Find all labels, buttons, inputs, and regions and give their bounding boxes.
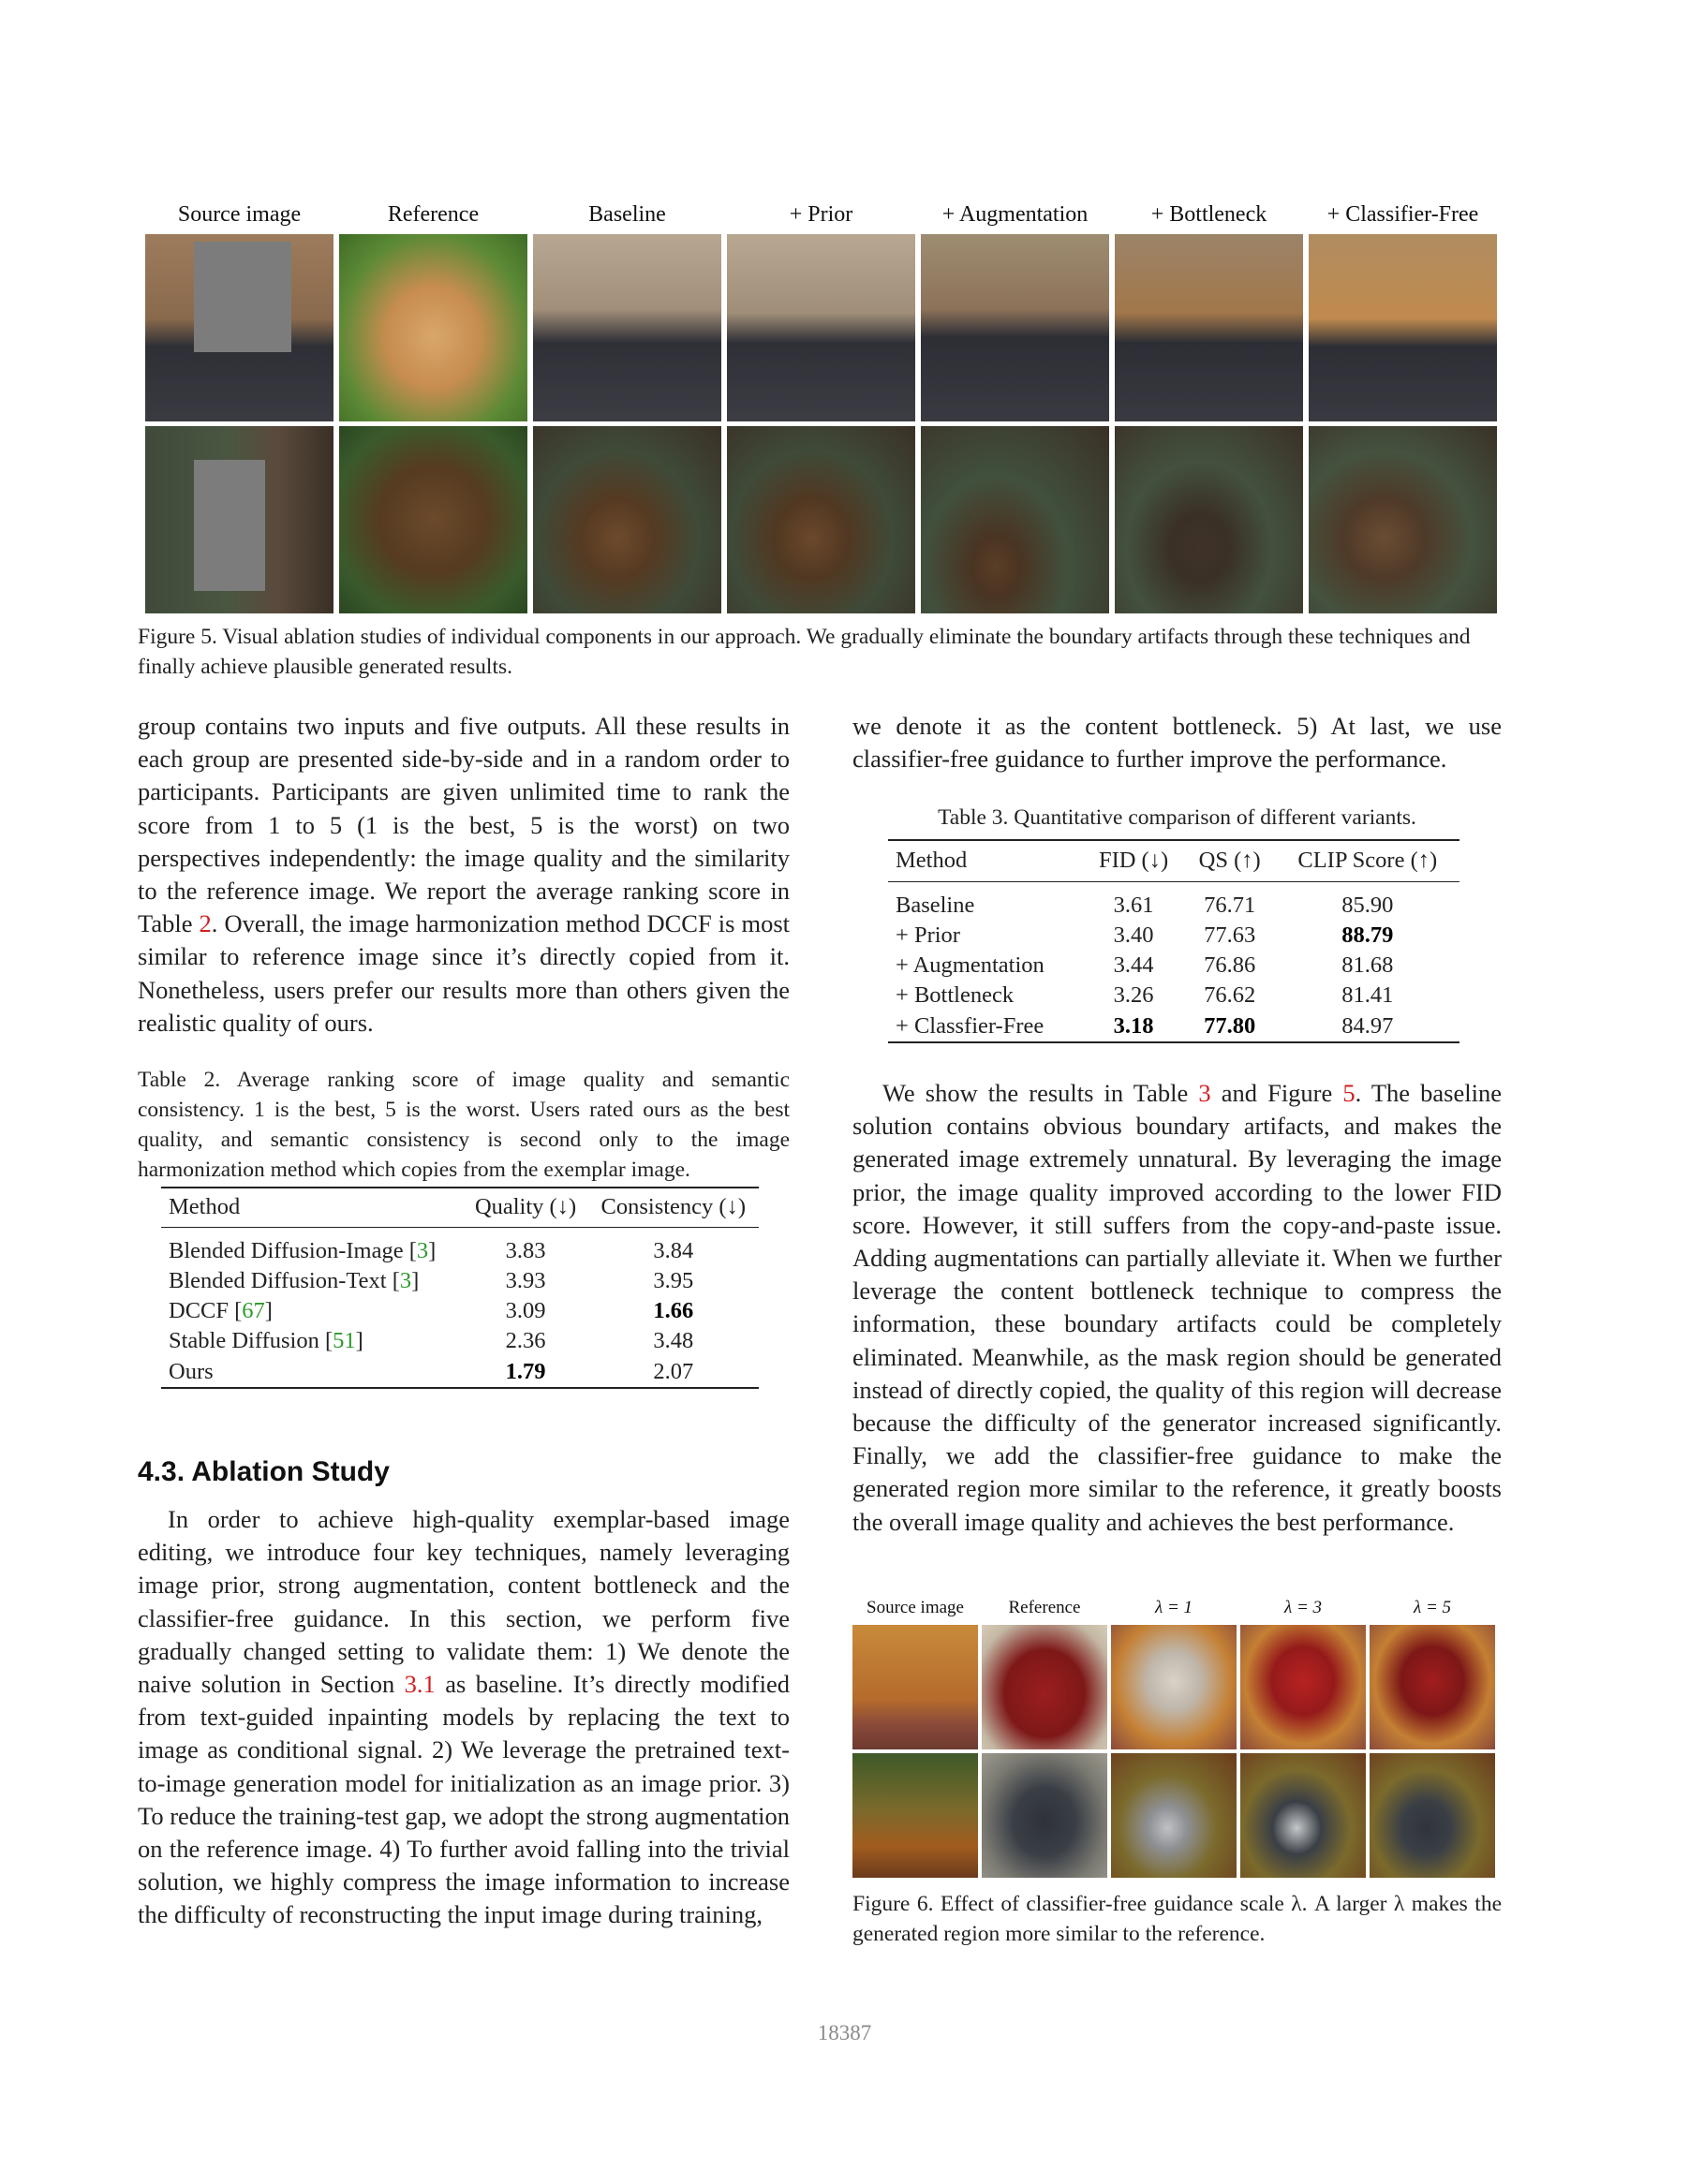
fig5-r1-prior	[727, 234, 915, 421]
fig5-label-prior: + Prior	[789, 202, 853, 227]
table-row: Blended Diffusion-Image [3] 3.83 3.84	[169, 1238, 694, 1263]
fig6-r1-lambda-1	[1111, 1625, 1237, 1749]
fig6-r1-source-image	[852, 1625, 978, 1749]
section-3-1-ref-link[interactable]: 3.1	[404, 1670, 436, 1699]
right-paragraph-2: We show the results in Table 3 and Figure 5. The baseline solution contains obvious boundary artifacts, and makes the generated image extremely unnatural. By leveraging the image prior, the image quality improved according to the lower FID score. However, it still suffers from the copy-and-paste issue. Adding augmentations can partially alleviate it. When we further leverage the content bottleneck technique to compress the information, these boundary artifacts could be completely eliminated. Meanwhile, as the mask region should be generated instead of directly copied, the quality of this region will decrease because the difficulty of the generator increased significantly. Finally, we add the classifier-free guidance to make the generated region more similar to the reference, it greatly boosts the overall image quality and achieves the best performance.	[852, 1079, 1502, 1536]
table-row: + Prior 3.40 77.63 88.79	[896, 922, 1394, 948]
figure5-image-grid	[145, 234, 1502, 614]
figure5-column-labels	[145, 202, 1502, 230]
fig6-r2-lambda-3	[1240, 1753, 1366, 1878]
fig6-r2-source-image	[852, 1753, 978, 1878]
figure6-image-grid	[852, 1625, 1495, 1878]
fig6-label-lambda-1: λ = 1	[1154, 1598, 1193, 1617]
fig6-label-lambda-3: λ = 3	[1283, 1598, 1323, 1617]
table2-header-quality: Quality (↓)	[474, 1194, 577, 1220]
fig6-r1-lambda-5	[1370, 1625, 1495, 1749]
fig5-r1-baseline	[533, 234, 721, 421]
fig6-label-source: Source image	[867, 1598, 964, 1617]
left-paragraph-1: group contains two inputs and five outputs. All these results in each group are presented side-by-side and in a random order to participants. Participants are given unlimited time to rank the score from 1 to 5 (1 is the best, 5 is the worst) on two perspectives independently: the image quality and the similarity to the reference image. We report the average ranking score in Table 2. Overall, the image harmonization method DCCF is most similar to reference image since it’s directly copied from it. Nonetheless, users prefer our results more than others given the realistic quality of ours.	[138, 712, 790, 1037]
table3-header-fid: FID (↓)	[1098, 848, 1169, 874]
table-row: Stable Diffusion [51] 2.36 3.48	[169, 1328, 694, 1353]
left-paragraph-2: In order to achieve high-quality exemplar-based image editing, we introduce four key techniques, namely leveraging image prior, strong augmentation, content bottleneck and the classifier-free guidance. In this section, we perform five gradually changed setting to validate them: 1) We denote the naive solution in Section 3.1 as baseline. It’s directly modified from text-guided inpainting models by replacing the text to image as conditional signal. 2) We leverage the pretrained text-to-image generation model for initialization as an image prior. 3) To reduce the training-test gap, we adopt the strong augmentation on the reference image. 4) To further avoid falling into the trivial solution, we highly compress the image information to increase the difficulty of reconstructing the input image during training,	[138, 1505, 791, 1929]
table-row: Ours 1.79 2.07	[169, 1358, 694, 1384]
fig5-label-reference: Reference	[387, 202, 480, 227]
figure6-caption: Figure 6. Effect of classifier-free guidance scale λ. A larger λ makes the generated region more similar to the reference.	[852, 1892, 1502, 1946]
page-number: 18387	[817, 2021, 872, 2044]
fig6-label-lambda-5: λ = 5	[1413, 1598, 1452, 1617]
table2-header-consistency: Consistency (↓)	[600, 1194, 746, 1220]
table2-caption: Table 2. Average ranking score of image quality and semantic consistency. 1 is the best, 5 is the worst. Users rated ours as the best quality, and semantic consistency is second only to the image harmonization method which copies from the exemplar image.	[138, 1068, 790, 1182]
fig5-r1-augmentation	[921, 234, 1109, 421]
fig5-r2-reference-bear	[339, 426, 527, 613]
table-row: Baseline 3.61 76.71 85.90	[896, 893, 1394, 918]
fig6-r1-reference-chair	[982, 1625, 1107, 1749]
fig6-r2-lambda-5	[1370, 1753, 1495, 1878]
fig5-r1-source-image	[145, 234, 333, 421]
table3-header-clip: CLIP Score (↑)	[1297, 848, 1438, 874]
table3	[888, 839, 1459, 1043]
fig5-label-baseline: Baseline	[588, 202, 666, 227]
table3-caption: Table 3. Quantitative comparison of different variants.	[938, 805, 1416, 830]
citation-link[interactable]: 67	[242, 1298, 265, 1323]
citation-link[interactable]: 3	[416, 1238, 429, 1263]
fig5-r2-bottleneck	[1115, 426, 1303, 613]
fig5-label-classifier-free: + Classifier-Free	[1326, 202, 1479, 227]
table-row: + Augmentation 3.44 76.86 81.68	[896, 952, 1394, 978]
citation-link[interactable]: 51	[333, 1328, 356, 1353]
fig5-r1-bottleneck	[1115, 234, 1303, 421]
fig5-r2-prior	[727, 426, 915, 613]
right-paragraph-1: we denote it as the content bottleneck. 5) At last, we use classifier-free guidance to further improve the performance.	[852, 712, 1502, 774]
table3-header-method: Method	[896, 848, 968, 874]
figure6-column-labels	[852, 1598, 1495, 1622]
table3-header-qs: QS (↑)	[1198, 848, 1261, 874]
fig5-r2-augmentation	[921, 426, 1109, 613]
table-row: + Classfier-Free 3.18 77.80 84.97	[896, 1012, 1394, 1039]
table2-header-method: Method	[169, 1194, 241, 1220]
table2	[161, 1187, 759, 1389]
figure-5-ref-link[interactable]: 5	[1342, 1079, 1356, 1107]
table-3-ref-link[interactable]: 3	[1198, 1079, 1211, 1107]
figure5-caption: Figure 5. Visual ablation studies of individual components in our approach. We gradually eliminate the boundary artifacts through these techniques and finally achieve plausible generated results.	[138, 625, 1471, 679]
table-row: + Bottleneck 3.26 76.62 81.41	[896, 982, 1394, 1008]
fig5-label-bottleneck: + Bottleneck	[1150, 202, 1267, 227]
fig6-r2-lambda-1	[1111, 1753, 1237, 1878]
citation-link[interactable]: 3	[399, 1268, 412, 1293]
fig5-r2-classifier-free	[1309, 426, 1497, 613]
fig6-label-reference: Reference	[1008, 1598, 1081, 1617]
fig6-r1-lambda-3	[1240, 1625, 1366, 1749]
fig5-r1-reference-lion	[339, 234, 527, 421]
fig5-r2-baseline	[533, 426, 721, 613]
table-2-ref-link[interactable]: 2	[199, 909, 212, 938]
fig6-r2-reference-truck	[982, 1753, 1107, 1878]
fig5-r1-classifier-free	[1309, 234, 1497, 421]
table-row: DCCF [67] 3.09 1.66	[169, 1298, 694, 1323]
section-title: 4.3. Ablation Study	[138, 1456, 390, 1487]
table-row: Blended Diffusion-Text [3] 3.93 3.95	[169, 1268, 694, 1293]
fig5-label-source: Source image	[177, 202, 302, 227]
fig5-label-augmentation: + Augmentation	[941, 202, 1089, 227]
fig5-r2-source-image	[145, 426, 333, 613]
